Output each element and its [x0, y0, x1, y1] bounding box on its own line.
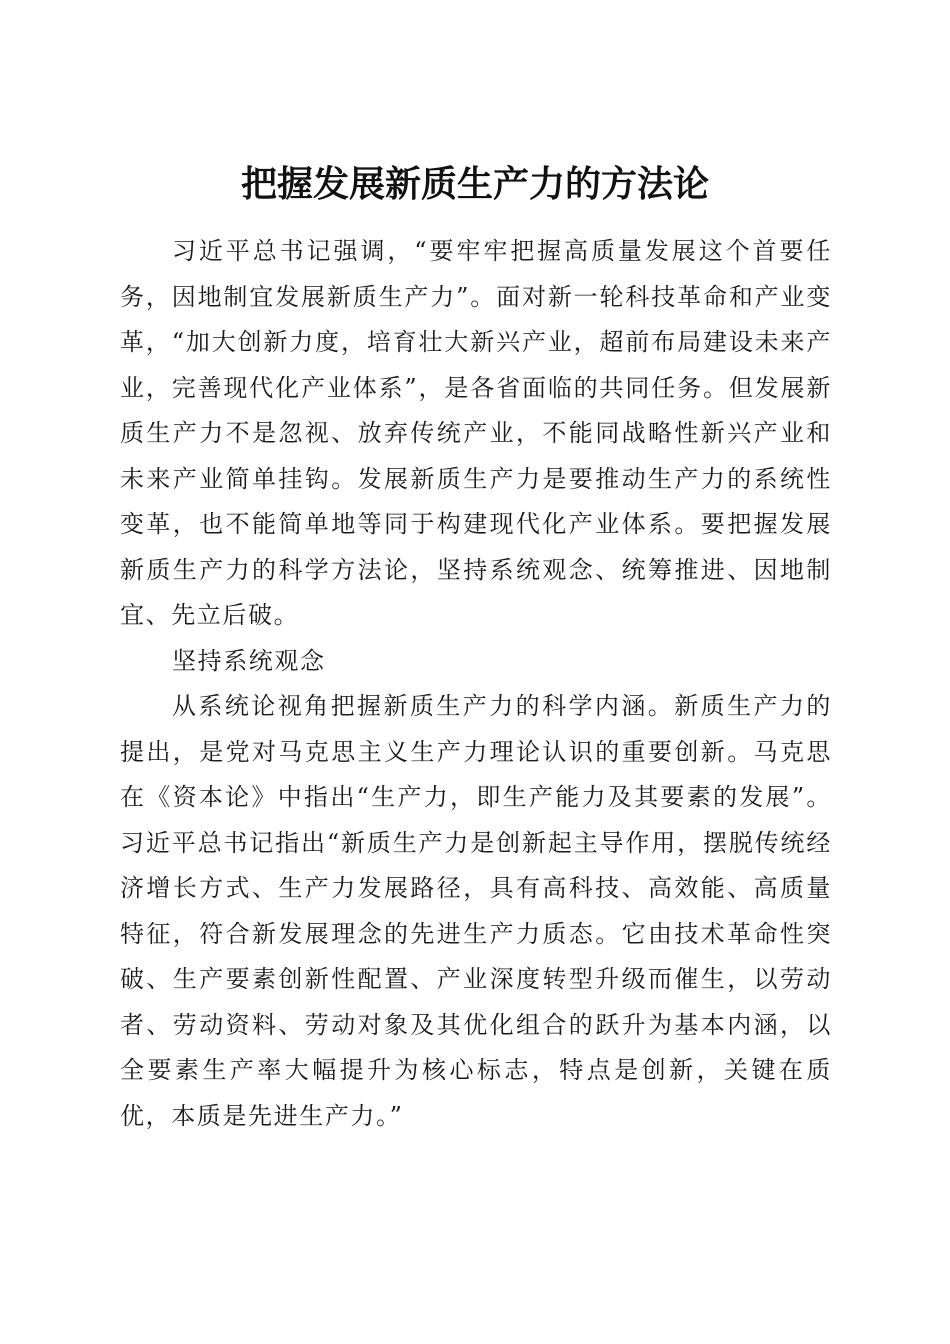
document-body — [120, 229, 832, 1139]
section-heading-system-view: 坚持系统观念 — [172, 646, 326, 675]
paragraph-system-theory: 从系统论视角把握新质生产力的科学内涵。新质生产力的提出，是党对马克思主义生产力理论认识的重要创新。马克思在《资本论》中指出“生产力，即生产能力及其要素的发展”。习近平总书记指出“新质生产力是创新起主导作用，摆脱传统经济增长方式、生产力发展路径，具有高科技、高效能、高质量特征，符合新发展理念的先进生产力质态。它由技术革命性突破、生产要素创新性配置、产业深度转型升级而催生，以劳动者、劳动资料、劳动对象及其优化组合的跃升为基本内涵，以全要素生产率大幅提升为核心标志，特点是创新，关键在质优，本质是先进生产力。” — [120, 692, 832, 1130]
document-title: 把握发展新质生产力的方法论 — [240, 163, 709, 206]
paragraph-intro: 习近平总书记强调，“要牢牢把握高质量发展这个首要任务，因地制宜发展新质生产力”。面对新一轮科技革命和产业变革，“加大创新力度，培育壮大新兴产业，超前布局建设未来产业，完善现代化产业体系”，是各省面临的共同任务。但发展新质生产力不是忽视、放弃传统产业，不能同战略性新兴产业和未来产业简单挂钩。发展新质生产力是要推动生产力的系统性变革，也不能简单地等同于构建现代化产业体系。要把握发展新质生产力的科学方法论，坚持系统观念、统筹推进、因地制宜、先立后破。 — [120, 237, 832, 629]
